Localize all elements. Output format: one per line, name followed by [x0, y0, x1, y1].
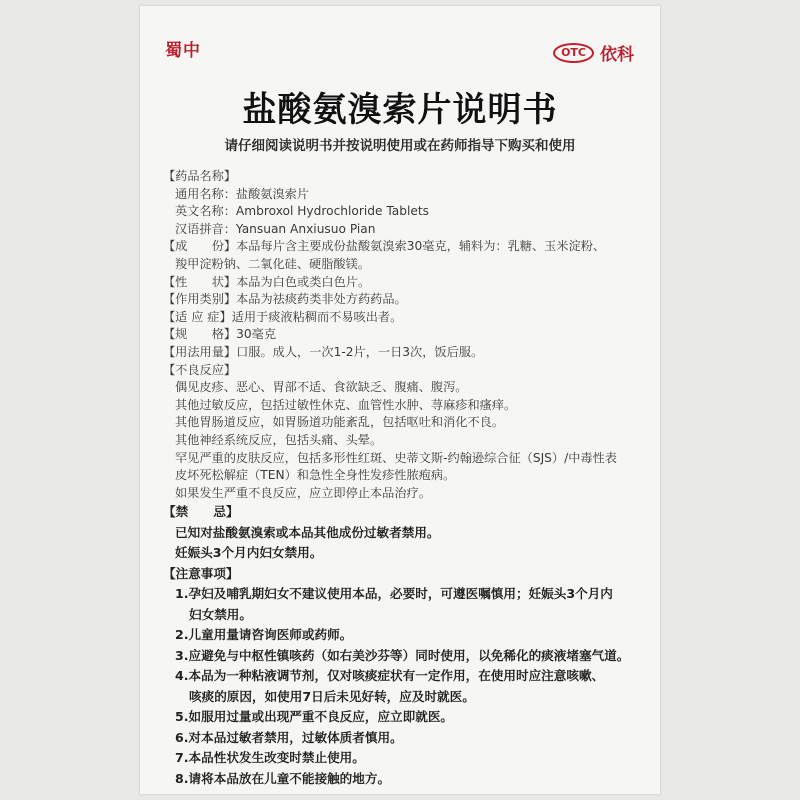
properties: 【性 状】本品为白色或类白色片。 — [163, 274, 371, 289]
specification: 【规 格】30毫克 — [163, 327, 277, 342]
adverse-item: 其他神经系统反应，包括头痛、头晕。 — [175, 432, 383, 447]
pinyin-name: 汉语拼音：Yansuan Anxiusuo Pian — [175, 221, 376, 236]
precaution-item: 3.应避免与中枢性镇咳药（如右美沙芬等）同时使用，以免稀化的痰液堵塞气道。 — [175, 647, 630, 663]
section-heading-precautions: 【注意事项】 — [163, 565, 239, 581]
leaflet-sheet — [140, 6, 660, 794]
precaution-item: 1.孕妇及哺乳期妇女不建议使用本品，必要时，可遵医嘱慎用；妊娠头3个月内 — [175, 586, 613, 602]
contraindication-item: 妊娠头3个月内妇女禁用。 — [175, 545, 323, 561]
otc-badge: OTC — [553, 43, 594, 63]
adverse-item: 皮坏死松解症（TEN）和急性全身性发疹性脓疱病。 — [175, 468, 456, 483]
precaution-item: 5.如服用过量或出现严重不良反应，应立即就医。 — [175, 709, 454, 725]
category: 【作用类别】本品为祛痰药类非处方药药品。 — [163, 292, 407, 307]
adverse-item: 罕见严重的皮肤反应，包括多形性红斑、史蒂文斯-约翰逊综合征（SJS）/中毒性表 — [175, 450, 617, 465]
document-subtitle: 请仔细阅读说明书并按说明使用或在药师指导下购买和使用 — [224, 138, 576, 154]
precaution-item: 7.本品性状发生改变时禁止使用。 — [175, 750, 365, 766]
document-title: 盐酸氨溴索片说明书 — [242, 90, 558, 130]
precaution-item: 妇女禁用。 — [189, 606, 252, 622]
precaution-item: 4.本品为一种粘液调节剂，仅对咳痰症状有一定作用，在使用时应注意咳嗽、 — [175, 668, 605, 684]
adverse-item: 其他胃肠道反应，如胃肠道功能紊乱，包括呕吐和消化不良。 — [175, 415, 505, 430]
adverse-item: 其他过敏反应，包括过敏性休克、血管性水肿、荨麻疹和瘙痒。 — [175, 397, 517, 412]
section-heading-drug-name: 【药品名称】 — [163, 169, 237, 183]
precaution-item: 8.请将本品放在儿童不能接触的地方。 — [175, 770, 391, 786]
english-name: 英文名称：Ambroxol Hydrochloride Tablets — [175, 204, 429, 219]
brand-logo-right — [553, 40, 634, 65]
composition-line-2: 羧甲淀粉钠、二氧化硅、硬脂酸镁。 — [175, 256, 370, 271]
adverse-item: 如果发生严重不良反应，应立即停止本品治疗。 — [175, 485, 431, 500]
composition-line-1: 【成 份】本品每片含主要成份盐酸氨溴索30毫克，辅料为：乳糖、玉米淀粉、 — [163, 239, 606, 254]
dosage: 【用法用量】口服。成人，一次1-2片，一日3次，饭后服。 — [163, 344, 484, 359]
adverse-item: 偶见皮疹、恶心、胃部不适、食欲缺乏、腹痛、腹泻。 — [175, 380, 468, 395]
brand-logo-left: 蜀中 — [165, 41, 201, 61]
section-heading-adverse: 【不良反应】 — [163, 362, 237, 377]
precaution-item: 咳痰的原因，如使用7日后未见好转，应及时就医。 — [189, 688, 475, 704]
indications: 【适 应 症】适用于痰液粘稠而不易咳出者。 — [163, 309, 403, 324]
precaution-item: 6.对本品过敏者禁用，过敏体质者慎用。 — [175, 729, 403, 745]
leaflet-body — [163, 168, 644, 789]
generic-name: 通用名称：盐酸氨溴索片 — [175, 186, 310, 201]
precaution-item: 2.儿童用量请咨询医师或药师。 — [175, 627, 353, 643]
section-heading-contraindications: 【禁 忌】 — [163, 504, 239, 520]
contraindication-item: 已知对盐酸氨溴索或本品其他成份过敏者禁用。 — [175, 524, 440, 540]
brand-name: 依科 — [600, 45, 634, 65]
